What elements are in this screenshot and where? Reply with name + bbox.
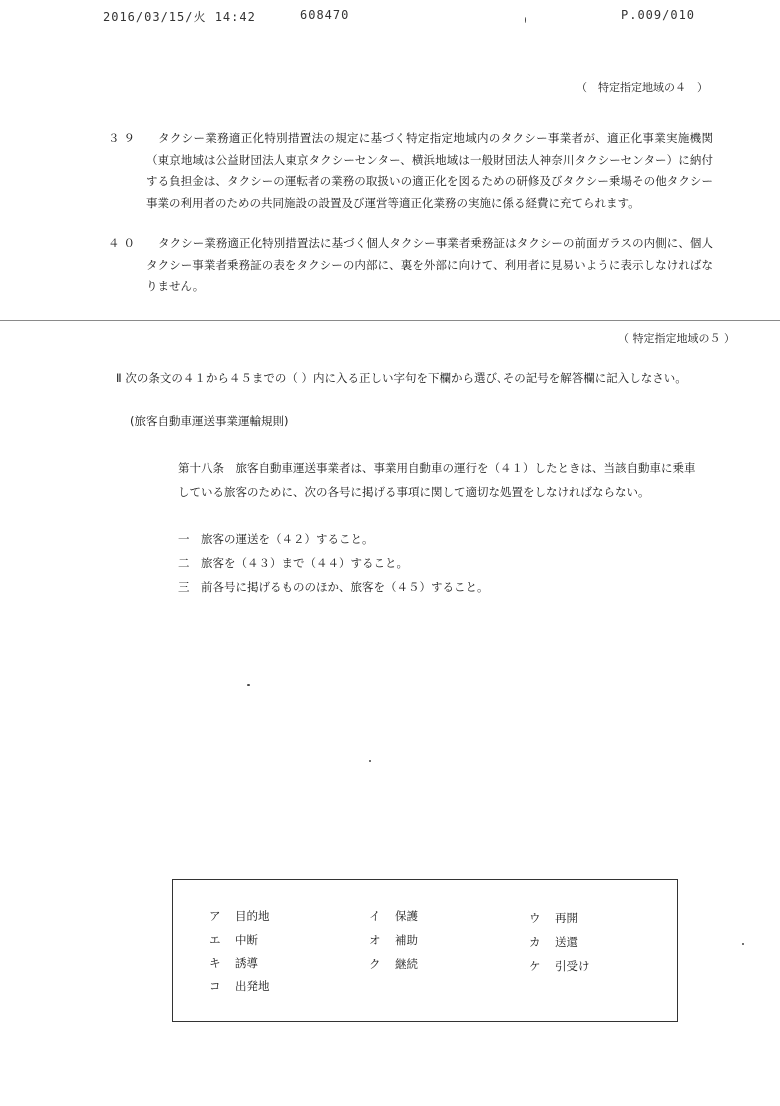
option-text: 再開 <box>555 911 578 925</box>
option-key: キ <box>209 956 221 970</box>
article-item-1: 一 旅客の運送を（４２）すること。 <box>178 532 374 546</box>
scan-speck <box>369 760 371 762</box>
option-ki <box>209 955 258 971</box>
option-text: 引受け <box>555 959 590 973</box>
option-text: 出発地 <box>235 979 270 993</box>
option-text: 中断 <box>235 933 258 947</box>
instruction-text: Ⅱ 次の条文の４１から４５までの（ ）内に入る正しい字句を下欄から選び､その記号を解答欄に記入しなさい。 <box>116 371 687 385</box>
option-text: 誘導 <box>235 956 258 970</box>
question-text: タクシー業務適正化特別措置法の規定に基づく特定指定地域内のタクシー事業者が、適正化事業実施機関（東京地域は公益財団法人東京タクシーセンター、横浜地域は一般財団法人神奈川タクシーセンター）に納付する負担金は、タクシーの運転者の業務の取扱いの適正化を図るための研修及びタクシー乗場その他タクシー事業の利用者のための共同施設の設置及び運営等適正化業務の実施に係る経費に充てられます。 <box>146 131 713 210</box>
scan-speck <box>247 684 250 686</box>
option-ka <box>529 934 578 950</box>
question-number: ３９ <box>108 131 139 145</box>
question-text: タクシー業務適正化特別措置法に基づく個人タクシー事業者乗務証はタクシーの前面ガラスの内側に、個人タクシー事業者乗務証の表をタクシーの内部に、裏を外部に向けて、利用者に見易いように表示しなければなりません。 <box>146 236 713 293</box>
option-ko <box>209 978 270 994</box>
option-key: ウ <box>529 911 541 925</box>
option-key: オ <box>369 933 381 947</box>
article-18 <box>178 456 698 504</box>
option-e <box>209 932 258 948</box>
option-key: イ <box>369 909 381 923</box>
option-u <box>529 910 578 926</box>
law-name: (旅客自動車運送事業運輸規則) <box>130 414 289 428</box>
fax-datetime: 2016/03/15/火 14:42 <box>103 10 256 24</box>
fax-number: 608470 <box>300 8 350 22</box>
option-i <box>369 908 418 924</box>
option-text: 保護 <box>395 909 418 923</box>
option-key: ア <box>209 909 221 923</box>
option-key: コ <box>209 979 221 993</box>
question-40 <box>108 233 713 298</box>
option-ku <box>369 956 418 972</box>
option-key: エ <box>209 933 221 947</box>
option-text: 目的地 <box>235 909 270 923</box>
article-item-2: 二 旅客を（４３）まで（４４）すること。 <box>178 556 408 570</box>
option-key: カ <box>529 935 541 949</box>
question-39 <box>108 128 713 214</box>
region-label-5: （ 特定指定地域の５ ） <box>618 332 735 345</box>
article-heading: 第十八条 旅客自動車運送事業者は、事業用自動車の運行を（４１）したときは、当該自動車に乗車している旅客のために、次の各号に掲げる事項に関して適切な処置をしなければならない。 <box>178 461 696 499</box>
option-key: ケ <box>529 959 541 973</box>
option-a <box>209 908 270 924</box>
region-label-4: （ 特定指定地域の４ ） <box>576 81 708 94</box>
scan-speck <box>742 943 744 945</box>
article-item-3: 三 前各号に掲げるもののほか、旅客を（４５）すること。 <box>178 580 489 594</box>
answer-options-box <box>172 879 678 1022</box>
option-ke <box>529 958 590 974</box>
page-divider <box>0 320 780 321</box>
option-key: ク <box>369 957 381 971</box>
option-text: 送還 <box>555 935 578 949</box>
fax-page-number: P.009/010 <box>621 8 696 22</box>
question-number: ４０ <box>108 236 139 250</box>
option-text: 継続 <box>395 957 418 971</box>
option-text: 補助 <box>395 933 418 947</box>
option-o <box>369 932 418 948</box>
scan-speck <box>525 17 526 23</box>
